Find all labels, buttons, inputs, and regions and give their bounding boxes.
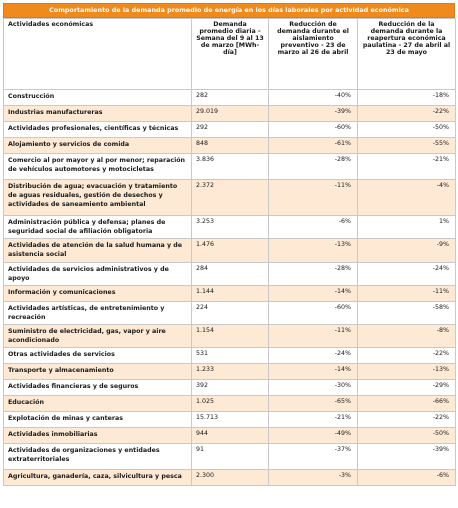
demand-cell: 292 — [192, 122, 269, 138]
sector-cell: Suministro de electricidad, gas, vapor y aire acondicionado — [4, 325, 192, 348]
table-row — [4, 262, 456, 285]
table-row — [4, 90, 456, 106]
table-row — [4, 325, 456, 348]
sector-cell: Administración pública y defensa; planes de seguridad social de afiliación obligatoria — [4, 216, 192, 239]
reduction-isolation-cell: -30% — [269, 380, 358, 396]
sector-cell: Distribución de agua; evacuación y tratamiento de aguas residuales, gestión de desechos y actividades de saneamiento ambiental — [4, 180, 192, 216]
reduction-isolation-cell: -61% — [269, 138, 358, 154]
reduction-reopening-cell: -39% — [358, 444, 456, 470]
reduction-isolation-cell: -14% — [269, 285, 358, 301]
sector-cell: Actividades inmobiliarias — [4, 428, 192, 444]
demand-cell: 2.300 — [192, 470, 269, 486]
reduction-reopening-cell: -4% — [358, 180, 456, 216]
table-row — [4, 380, 456, 396]
demand-cell: 224 — [192, 301, 269, 324]
reduction-reopening-cell: -6% — [358, 470, 456, 486]
table-row — [4, 301, 456, 324]
reduction-isolation-cell: -3% — [269, 470, 358, 486]
energy-demand-table-container — [3, 3, 455, 486]
table-row — [4, 138, 456, 154]
reduction-reopening-cell: -21% — [358, 154, 456, 180]
sector-cell: Explotación de minas y canteras — [4, 412, 192, 428]
reduction-reopening-cell: -22% — [358, 412, 456, 428]
reduction-isolation-cell: -60% — [269, 122, 358, 138]
reduction-isolation-cell: -60% — [269, 301, 358, 324]
reduction-reopening-cell: -9% — [358, 239, 456, 262]
sector-cell: Educación — [4, 396, 192, 412]
energy-demand-table — [3, 18, 456, 486]
demand-cell: 91 — [192, 444, 269, 470]
demand-cell: 29.019 — [192, 106, 269, 122]
table-row — [4, 428, 456, 444]
reduction-reopening-cell: -66% — [358, 396, 456, 412]
demand-cell: 392 — [192, 380, 269, 396]
header-row — [4, 19, 456, 90]
sector-cell: Transporte y almacenamiento — [4, 364, 192, 380]
demand-cell: 1.144 — [192, 285, 269, 301]
reduction-isolation-cell: -40% — [269, 90, 358, 106]
reduction-reopening-cell: -24% — [358, 262, 456, 285]
sector-cell: Actividades profesionales, científicas y técnicas — [4, 122, 192, 138]
reduction-isolation-cell: -28% — [269, 154, 358, 180]
reduction-isolation-cell: -39% — [269, 106, 358, 122]
sector-cell: Actividades de atención de la salud humana y de asistencia social — [4, 239, 192, 262]
table-row — [4, 239, 456, 262]
reduction-isolation-cell: -37% — [269, 444, 358, 470]
header-reduction-isolation: Reducción de demanda durante el aislamiento preventivo - 23 de marzo al 26 de abril — [269, 19, 358, 90]
demand-cell: 282 — [192, 90, 269, 106]
sector-cell: Actividades financieras y de seguros — [4, 380, 192, 396]
demand-cell: 3.836 — [192, 154, 269, 180]
table-title: Comportamiento de la demanda promedio de energía en los días laborales por actividad económica — [3, 3, 455, 18]
demand-cell: 944 — [192, 428, 269, 444]
reduction-reopening-cell: -8% — [358, 325, 456, 348]
sector-cell: Alojamiento y servicios de comida — [4, 138, 192, 154]
reduction-reopening-cell: -29% — [358, 380, 456, 396]
table-row — [4, 348, 456, 364]
table-row — [4, 180, 456, 216]
reduction-reopening-cell: -22% — [358, 106, 456, 122]
reduction-reopening-cell: -55% — [358, 138, 456, 154]
table-row — [4, 364, 456, 380]
demand-cell: 15.713 — [192, 412, 269, 428]
sector-cell: Industrias manufactureras — [4, 106, 192, 122]
sector-cell: Actividades de servicios administrativos y de apoyo — [4, 262, 192, 285]
sector-cell: Actividades artísticas, de entretenimiento y recreación — [4, 301, 192, 324]
table-row — [4, 216, 456, 239]
reduction-reopening-cell: 1% — [358, 216, 456, 239]
reduction-isolation-cell: -49% — [269, 428, 358, 444]
reduction-isolation-cell: -13% — [269, 239, 358, 262]
reduction-reopening-cell: -50% — [358, 122, 456, 138]
reduction-reopening-cell: -11% — [358, 285, 456, 301]
header-demand: Demanda promedio diaria - Semana del 9 al 13 de marzo [MWh-día] — [192, 19, 269, 90]
reduction-reopening-cell: -22% — [358, 348, 456, 364]
reduction-isolation-cell: -11% — [269, 180, 358, 216]
reduction-isolation-cell: -14% — [269, 364, 358, 380]
demand-cell: 1.476 — [192, 239, 269, 262]
sector-cell: Agricultura, ganadería, caza, silvicultura y pesca — [4, 470, 192, 486]
reduction-isolation-cell: -11% — [269, 325, 358, 348]
table-row — [4, 412, 456, 428]
demand-cell: 3.253 — [192, 216, 269, 239]
header-activities: Actividades económicas — [4, 19, 192, 90]
reduction-isolation-cell: -24% — [269, 348, 358, 364]
table-row — [4, 285, 456, 301]
reduction-isolation-cell: -28% — [269, 262, 358, 285]
demand-cell: 1.154 — [192, 325, 269, 348]
header-reduction-reopening: Reducción de la demanda durante la reapertura económica paulatina - 27 de abril al 23 de mayo — [358, 19, 456, 90]
reduction-isolation-cell: -21% — [269, 412, 358, 428]
reduction-reopening-cell: -18% — [358, 90, 456, 106]
sector-cell: Comercio al por mayor y al por menor; reparación de vehículos automotores y motocicletas — [4, 154, 192, 180]
demand-cell: 848 — [192, 138, 269, 154]
sector-cell: Otras actividades de servicios — [4, 348, 192, 364]
demand-cell: 531 — [192, 348, 269, 364]
reduction-reopening-cell: -58% — [358, 301, 456, 324]
demand-cell: 1.233 — [192, 364, 269, 380]
table-row — [4, 122, 456, 138]
table-row — [4, 106, 456, 122]
reduction-reopening-cell: -50% — [358, 428, 456, 444]
reduction-isolation-cell: -65% — [269, 396, 358, 412]
reduction-isolation-cell: -6% — [269, 216, 358, 239]
table-row — [4, 396, 456, 412]
demand-cell: 284 — [192, 262, 269, 285]
table-row — [4, 444, 456, 470]
reduction-reopening-cell: -13% — [358, 364, 456, 380]
sector-cell: Actividades de organizaciones y entidades extraterritoriales — [4, 444, 192, 470]
table-row — [4, 470, 456, 486]
demand-cell: 1.025 — [192, 396, 269, 412]
sector-cell: Construcción — [4, 90, 192, 106]
table-row — [4, 154, 456, 180]
demand-cell: 2.372 — [192, 180, 269, 216]
sector-cell: Información y comunicaciones — [4, 285, 192, 301]
